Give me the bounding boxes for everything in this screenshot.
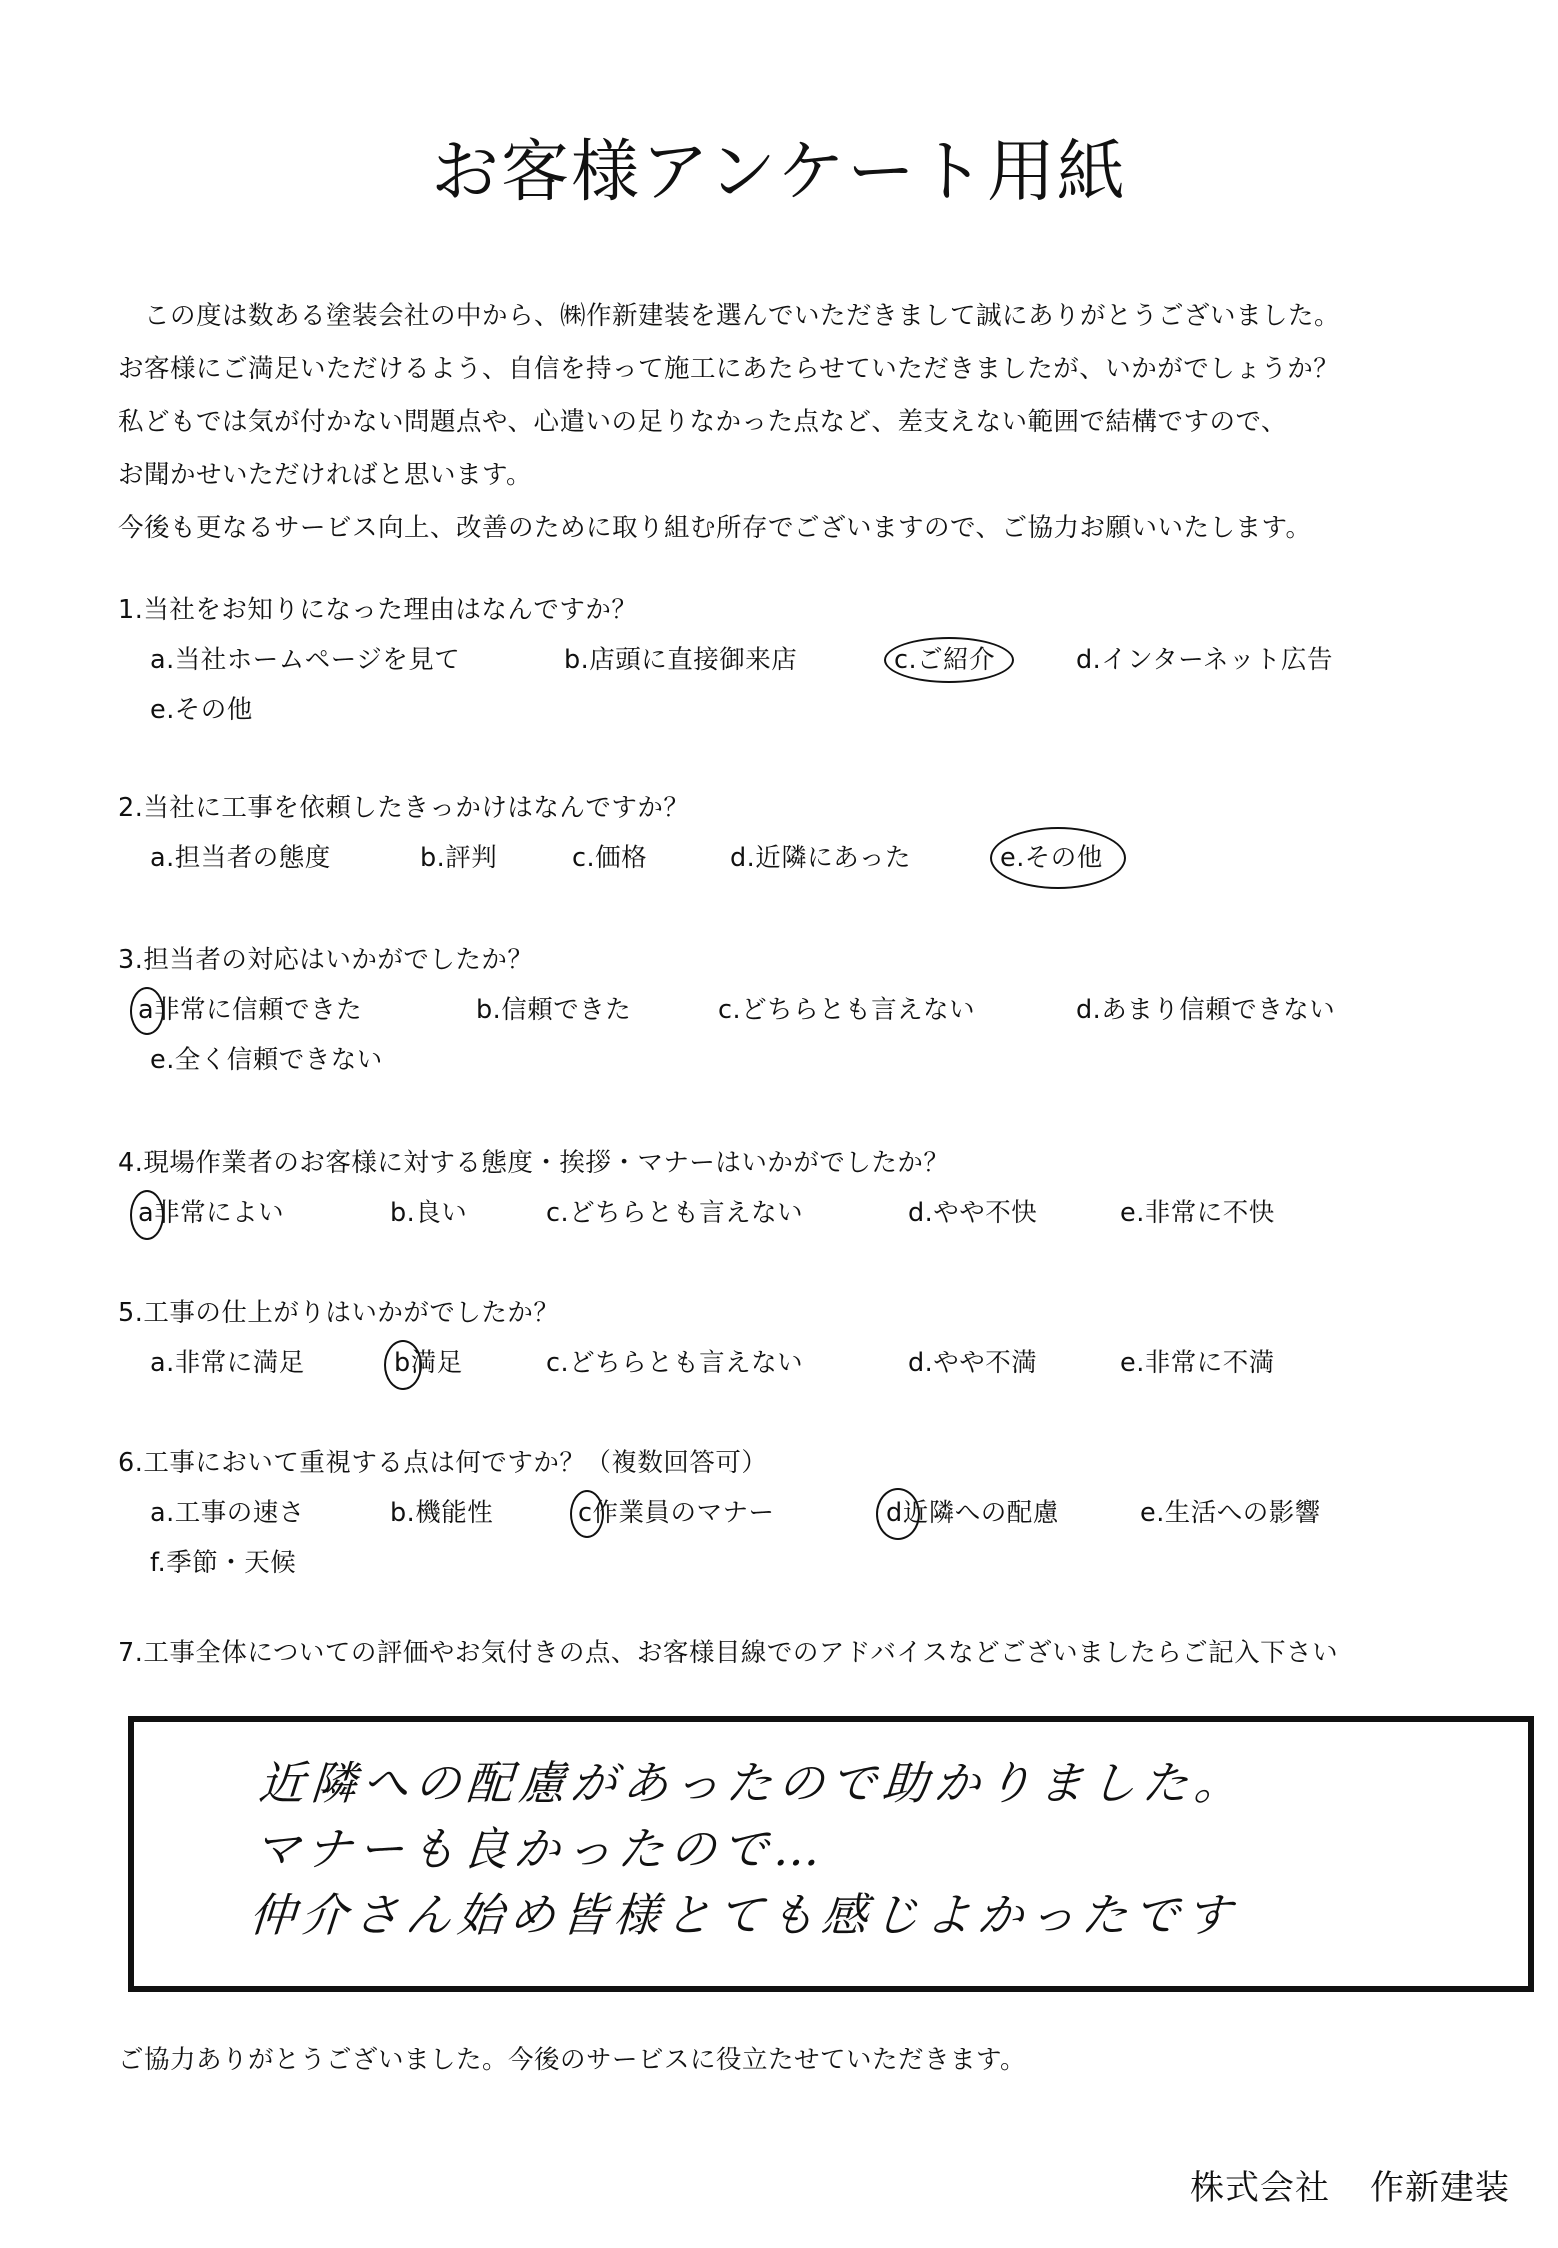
intro-line: この度は数ある塗装会社の中から、㈱作新建装を選んでいただきまして誠にありがとうございました。 bbox=[144, 301, 1341, 331]
option-e[interactable]: e.生活への影響 bbox=[1140, 1498, 1321, 1528]
option-b[interactable]: b.評判 bbox=[420, 843, 498, 873]
option-c-selected[interactable]: c.ご紹介 bbox=[894, 645, 996, 675]
option-d[interactable]: d.やや不満 bbox=[908, 1348, 1038, 1378]
question-1 bbox=[118, 585, 1538, 735]
question-text: 7.工事全体についての評価やお気付きの点、お客様目線でのアドバイスなどございましたらご記入下さい bbox=[118, 1638, 1339, 1668]
comment-line: マナーも良かったので… bbox=[252, 1822, 828, 1876]
option-row bbox=[118, 1488, 1538, 1538]
question-text: 6.工事において重視する点は何ですか？（複数回答可） bbox=[118, 1448, 768, 1478]
question-4 bbox=[118, 1138, 1538, 1238]
option-c[interactable]: c.どちらとも言えない bbox=[718, 995, 976, 1025]
option-a[interactable]: a.担当者の態度 bbox=[150, 843, 331, 873]
option-row bbox=[118, 1538, 1538, 1588]
company-type: 株式会社 bbox=[1190, 2168, 1330, 2208]
intro-line: 今後も更なるサービス向上、改善のために取り組む所存でございますので、ご協力お願いいたします。 bbox=[118, 513, 1312, 543]
comment-box[interactable] bbox=[128, 1716, 1534, 1992]
intro-line: お聞かせいただければと思います。 bbox=[118, 460, 532, 490]
option-b[interactable]: b.店頭に直接御来店 bbox=[564, 645, 798, 675]
question-text: 2.当社に工事を依頼したきっかけはなんですか？ bbox=[118, 793, 690, 823]
question-text: 1.当社をお知りになった理由はなんですか？ bbox=[118, 595, 638, 625]
question-7 bbox=[118, 1628, 1538, 1678]
option-row bbox=[118, 1188, 1538, 1238]
option-row bbox=[118, 1035, 1538, 1085]
option-b[interactable]: b.機能性 bbox=[390, 1498, 494, 1528]
question-text: 5.工事の仕上がりはいかがでしたか？ bbox=[118, 1298, 560, 1328]
question-5 bbox=[118, 1288, 1538, 1388]
handwritten-comment bbox=[247, 1750, 1249, 1948]
company-brand: 作新建装 bbox=[1370, 2168, 1510, 2208]
option-e[interactable]: e.全く信頼できない bbox=[150, 1045, 383, 1075]
option-e[interactable]: e.その他 bbox=[150, 695, 253, 725]
question-text: 3.担当者の対応はいかがでしたか？ bbox=[118, 945, 534, 975]
question-2 bbox=[118, 783, 1538, 883]
option-row bbox=[118, 685, 1538, 735]
option-b[interactable]: b.信頼できた bbox=[476, 995, 632, 1025]
option-row bbox=[118, 833, 1538, 883]
option-a[interactable]: a.非常に満足 bbox=[150, 1348, 305, 1378]
question-text: 4.現場作業者のお客様に対する態度・挨拶・マナーはいかがでしたか？ bbox=[118, 1148, 950, 1178]
option-a-selected[interactable]: a非常によい bbox=[138, 1198, 285, 1228]
option-d[interactable]: d.インターネット広告 bbox=[1076, 645, 1334, 675]
company-name bbox=[1190, 2160, 1510, 2209]
option-e[interactable]: e.非常に不満 bbox=[1120, 1348, 1275, 1378]
option-row bbox=[118, 1338, 1538, 1388]
option-row bbox=[118, 635, 1538, 685]
option-d[interactable]: d.近隣にあった bbox=[730, 843, 912, 873]
option-c[interactable]: c.価格 bbox=[572, 843, 648, 873]
option-e[interactable]: e.非常に不快 bbox=[1120, 1198, 1275, 1228]
option-c[interactable]: c.どちらとも言えない bbox=[546, 1198, 804, 1228]
question-3 bbox=[118, 935, 1538, 1085]
option-e-selected[interactable]: e.その他 bbox=[1000, 843, 1103, 873]
option-d-selected[interactable]: d近隣への配慮 bbox=[886, 1498, 1059, 1528]
option-c-selected[interactable]: c作業員のマナー bbox=[578, 1498, 775, 1528]
intro-line: 私どもでは気が付かない問題点や、心遣いの足りなかった点など、差支えない範囲で結構ですので、 bbox=[118, 407, 1287, 437]
option-a-selected[interactable]: a非常に信頼できた bbox=[138, 995, 363, 1025]
option-d[interactable]: d.あまり信頼できない bbox=[1076, 995, 1336, 1025]
comment-line: 近隣への配慮があったので助かりました。 bbox=[256, 1756, 1249, 1810]
page-title: お客様アンケート用紙 bbox=[431, 133, 1127, 212]
option-f[interactable]: f.季節・天候 bbox=[150, 1548, 297, 1578]
option-c[interactable]: c.どちらとも言えない bbox=[546, 1348, 804, 1378]
option-d[interactable]: d.やや不快 bbox=[908, 1198, 1038, 1228]
option-b-selected[interactable]: b満足 bbox=[394, 1348, 463, 1378]
option-row bbox=[118, 985, 1538, 1035]
option-b[interactable]: b.良い bbox=[390, 1198, 468, 1228]
question-6 bbox=[118, 1438, 1538, 1588]
closing-message: ご協力ありがとうございました。今後のサービスに役立たせていただきます。 bbox=[118, 2045, 1026, 2075]
intro-paragraph bbox=[118, 290, 1538, 555]
comment-line: 仲介さん始め皆様とても感じよかったです bbox=[247, 1888, 1240, 1942]
option-a[interactable]: a.工事の速さ bbox=[150, 1498, 305, 1528]
option-a[interactable]: a.当社ホームページを見て bbox=[150, 645, 461, 675]
intro-line: お客様にご満足いただけるよう、自信を持って施工にあたらせていただきましたが、いかがでしょうか？ bbox=[118, 354, 1340, 384]
